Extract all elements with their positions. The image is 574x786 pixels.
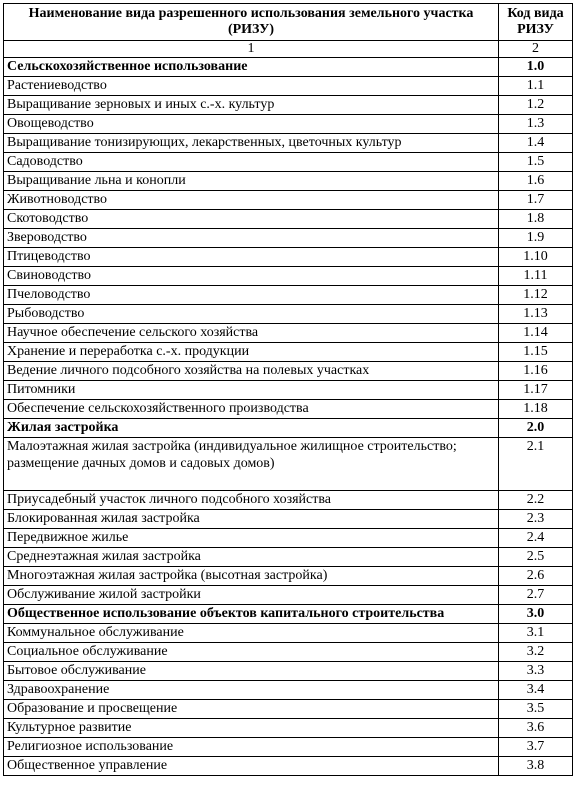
table-row (4, 96, 573, 115)
table-row (4, 343, 573, 362)
row-code: 1.1 (499, 77, 573, 96)
row-name: Здравоохранение (4, 681, 499, 700)
row-code: 1.6 (499, 172, 573, 191)
table-row (4, 115, 573, 134)
table-row (4, 738, 573, 757)
row-code: 1.2 (499, 96, 573, 115)
table-row (4, 153, 573, 172)
table-row (4, 324, 573, 343)
land-use-table (3, 3, 573, 776)
row-name: Растениеводство (4, 77, 499, 96)
header-row (4, 4, 573, 41)
row-code: 1.8 (499, 210, 573, 229)
column-number-row (4, 41, 573, 58)
row-code: 1.17 (499, 381, 573, 400)
row-code: 3.5 (499, 700, 573, 719)
table-row (4, 172, 573, 191)
row-code: 1.18 (499, 400, 573, 419)
header-code: Код вида РИЗУ (499, 4, 573, 41)
table-row (4, 400, 573, 419)
table-row (4, 77, 573, 96)
row-name: Ведение личного подсобного хозяйства на полевых участках (4, 362, 499, 381)
table-row (4, 191, 573, 210)
row-name: Социальное обслуживание (4, 643, 499, 662)
table-row (4, 210, 573, 229)
row-code: 2.5 (499, 548, 573, 567)
row-code: 1.16 (499, 362, 573, 381)
header-name: Наименование вида разрешенного использования земельного участка (РИЗУ) (4, 4, 499, 41)
column-number-1: 1 (4, 41, 499, 58)
table-row (4, 662, 573, 681)
table-row (4, 548, 573, 567)
row-name: Животноводство (4, 191, 499, 210)
row-code: 2.7 (499, 586, 573, 605)
row-name: Культурное развитие (4, 719, 499, 738)
table-row (4, 567, 573, 586)
table-row (4, 134, 573, 153)
row-name: Общественное использование объектов капитального строительства (4, 605, 499, 624)
row-name: Религиозное использование (4, 738, 499, 757)
row-code: 1.10 (499, 248, 573, 267)
row-name: Блокированная жилая застройка (4, 510, 499, 529)
table-row (4, 719, 573, 738)
table-row (4, 438, 573, 491)
row-name: Научное обеспечение сельского хозяйства (4, 324, 499, 343)
row-name: Приусадебный участок личного подсобного хозяйства (4, 491, 499, 510)
row-name: Выращивание льна и конопли (4, 172, 499, 191)
row-name: Обеспечение сельскохозяйственного производства (4, 400, 499, 419)
column-number-2: 2 (499, 41, 573, 58)
row-name: Рыбоводство (4, 305, 499, 324)
row-code: 3.3 (499, 662, 573, 681)
row-name: Овощеводство (4, 115, 499, 134)
row-code: 1.14 (499, 324, 573, 343)
row-name: Выращивание тонизирующих, лекарственных, цветочных культур (4, 134, 499, 153)
table-row (4, 643, 573, 662)
row-name: Пчеловодство (4, 286, 499, 305)
table-row (4, 624, 573, 643)
row-name: Обслуживание жилой застройки (4, 586, 499, 605)
table-row (4, 286, 573, 305)
row-code: 1.3 (499, 115, 573, 134)
row-code: 1.9 (499, 229, 573, 248)
row-name: Коммунальное обслуживание (4, 624, 499, 643)
row-name: Образование и просвещение (4, 700, 499, 719)
row-name: Питомники (4, 381, 499, 400)
row-name: Бытовое обслуживание (4, 662, 499, 681)
row-code: 3.6 (499, 719, 573, 738)
row-name: Звероводство (4, 229, 499, 248)
table-row (4, 529, 573, 548)
row-code: 1.15 (499, 343, 573, 362)
group-row (4, 605, 573, 624)
table-row (4, 681, 573, 700)
row-name: Сельскохозяйственное использование (4, 58, 499, 77)
row-code: 2.3 (499, 510, 573, 529)
row-code: 1.7 (499, 191, 573, 210)
table-row (4, 267, 573, 286)
table-row (4, 248, 573, 267)
table-row (4, 757, 573, 776)
table-row (4, 305, 573, 324)
row-code: 1.12 (499, 286, 573, 305)
table-row (4, 362, 573, 381)
row-code: 2.0 (499, 419, 573, 438)
table-row (4, 700, 573, 719)
row-code: 1.5 (499, 153, 573, 172)
row-name: Многоэтажная жилая застройка (высотная застройка) (4, 567, 499, 586)
row-code: 1.13 (499, 305, 573, 324)
row-code: 3.4 (499, 681, 573, 700)
row-code: 2.2 (499, 491, 573, 510)
row-name: Общественное управление (4, 757, 499, 776)
row-name: Выращивание зерновых и иных с.-х. культур (4, 96, 499, 115)
row-code: 1.0 (499, 58, 573, 77)
table-body (4, 58, 573, 776)
row-code: 2.6 (499, 567, 573, 586)
row-name: Малоэтажная жилая застройка (индивидуальное жилищное строительство; размещение дачных домов и садовых домов) (4, 438, 499, 491)
row-name: Среднеэтажная жилая застройка (4, 548, 499, 567)
row-name: Хранение и переработка с.-х. продукции (4, 343, 499, 362)
row-code: 3.2 (499, 643, 573, 662)
row-code: 3.0 (499, 605, 573, 624)
table-row (4, 381, 573, 400)
group-row (4, 58, 573, 77)
row-code: 2.4 (499, 529, 573, 548)
row-name: Скотоводство (4, 210, 499, 229)
row-name: Передвижное жилье (4, 529, 499, 548)
table-row (4, 510, 573, 529)
row-name: Свиноводство (4, 267, 499, 286)
table-row (4, 229, 573, 248)
row-name: Жилая застройка (4, 419, 499, 438)
row-code: 3.1 (499, 624, 573, 643)
row-code: 3.8 (499, 757, 573, 776)
row-code: 3.7 (499, 738, 573, 757)
table-row (4, 491, 573, 510)
row-code: 1.11 (499, 267, 573, 286)
table-row (4, 586, 573, 605)
group-row (4, 419, 573, 438)
row-code: 2.1 (499, 438, 573, 491)
row-code: 1.4 (499, 134, 573, 153)
row-name: Садоводство (4, 153, 499, 172)
row-name: Птицеводство (4, 248, 499, 267)
